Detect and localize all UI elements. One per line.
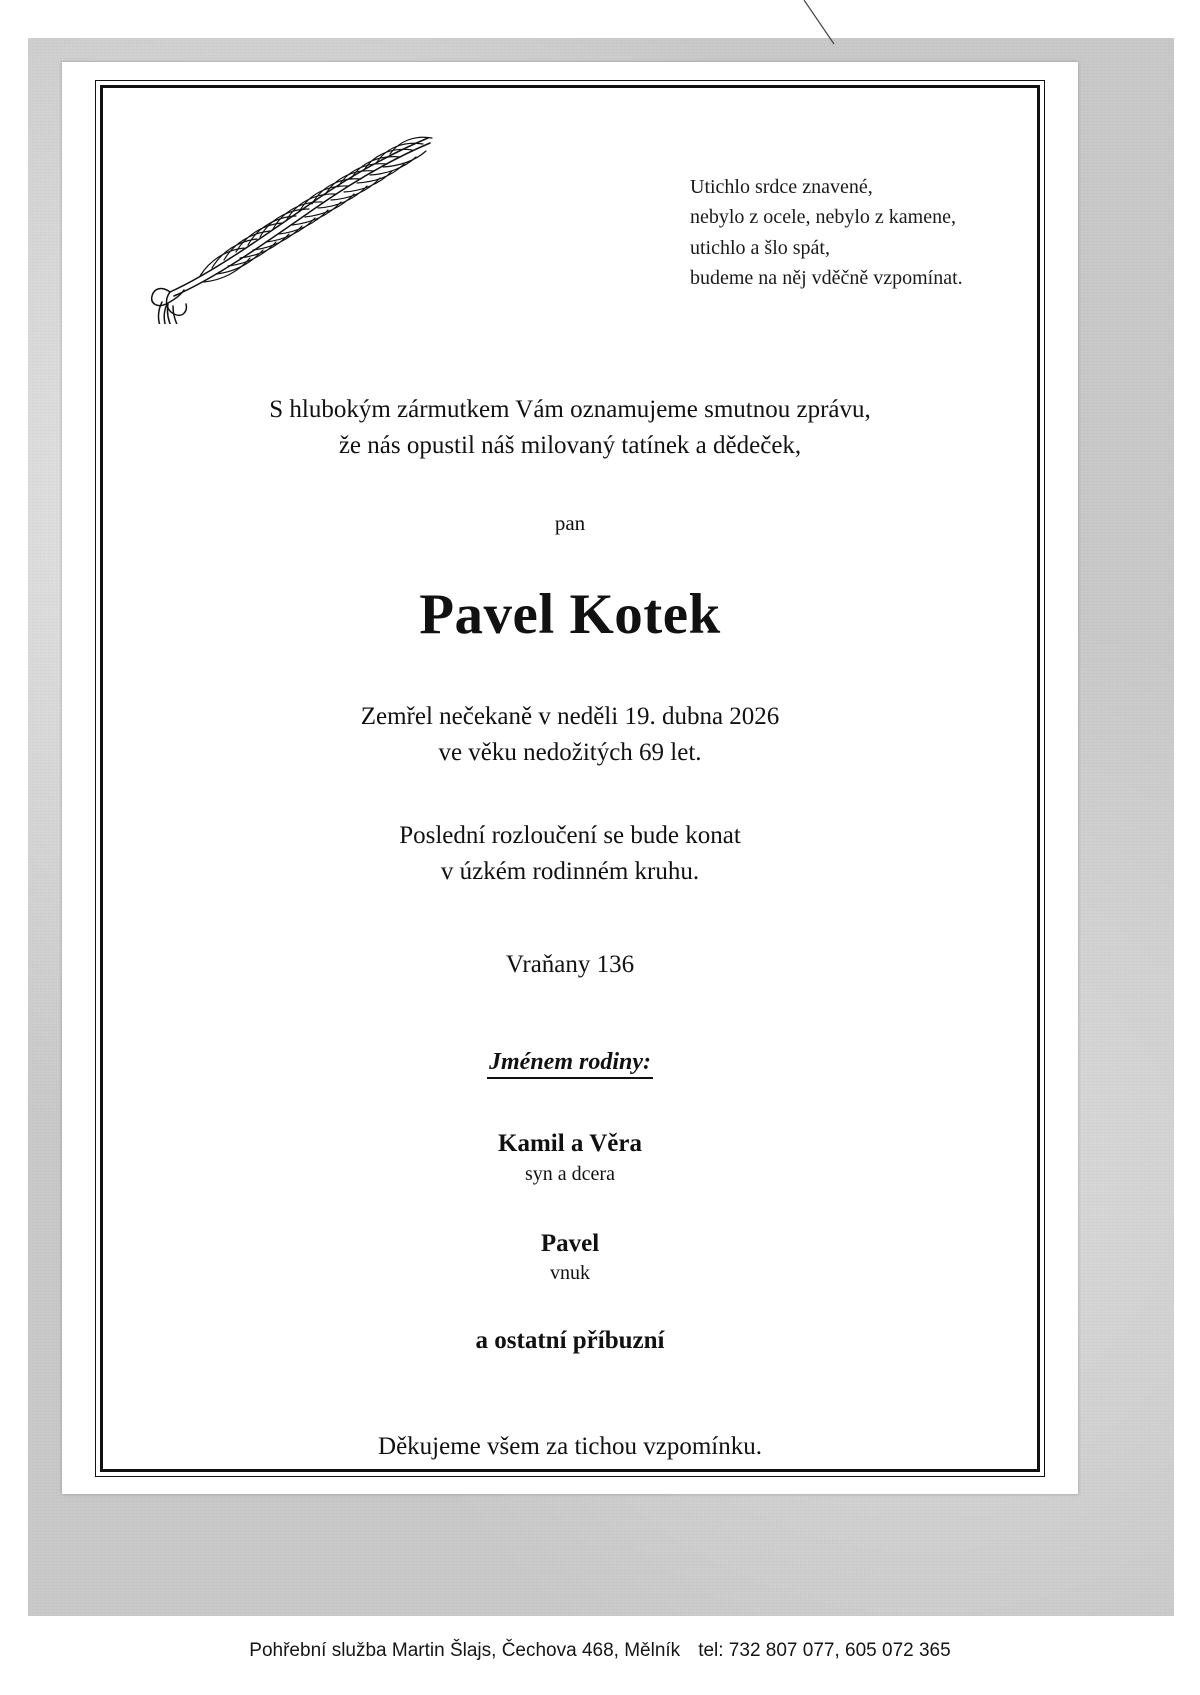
death-date-line: Zemřel nečekaně v neděli 19. dubna 2026 (360, 703, 780, 730)
family-member-relation: vnuk (550, 1262, 590, 1284)
farewell-line-1: Poslední rozloučení se bude konat (399, 822, 741, 849)
memorial-verse (690, 172, 963, 294)
footer-imprint (0, 1640, 1200, 1662)
announcement-line-2: že nás opustil náš milovaný tatínek a dědeček, (338, 431, 802, 459)
verse-line-2: nebylo z ocele, nebylo z kamene, (690, 206, 956, 229)
card-content (62, 62, 1078, 1494)
other-relatives: a ostatní příbuzní (475, 1327, 665, 1354)
funeral-service-phones: tel: 732 807 077, 605 072 365 (698, 1640, 951, 1661)
farewell-line-2: v úzkém rodinném kruhu. (440, 857, 700, 885)
announcement-line-1: S hlubokým zármutkem Vám oznamujeme smutnou zprávu, (269, 396, 871, 423)
notice-body (62, 392, 1078, 1461)
family-member-names: Pavel (540, 1229, 600, 1257)
address-text: Vraňany 136 (505, 951, 635, 978)
death-details (62, 699, 1078, 770)
verse-line-3: utichlo a šlo spát, (690, 236, 830, 259)
notice-card (62, 62, 1078, 1494)
family-member-names: Kamil a Věra (498, 1130, 642, 1157)
death-age-line: ve věku nedožitých 69 let. (438, 738, 702, 766)
verse-line-4: budeme na něj vděčně vzpomínat. (690, 267, 963, 290)
family-member (62, 1128, 1078, 1188)
palm-branch-icon (140, 124, 460, 324)
thanks-text: Děkujeme všem za tichou vzpomínku. (378, 1433, 762, 1460)
funeral-service-provider: Pohřební služba Martin Šlajs, Čechova 468, Mělník (249, 1640, 681, 1661)
announcement-text (62, 392, 1078, 463)
family-member (62, 1228, 1078, 1288)
honorific: pan (554, 511, 586, 535)
family-member-relation: syn a dcera (525, 1162, 615, 1185)
verse-line-1: Utichlo srdce znavené, (690, 176, 873, 198)
family-heading-label: Jménem rodiny: (487, 1049, 653, 1079)
farewell-details (62, 818, 1078, 889)
deceased-name: Pavel Kotek (419, 583, 721, 646)
family-heading (62, 1049, 1078, 1076)
